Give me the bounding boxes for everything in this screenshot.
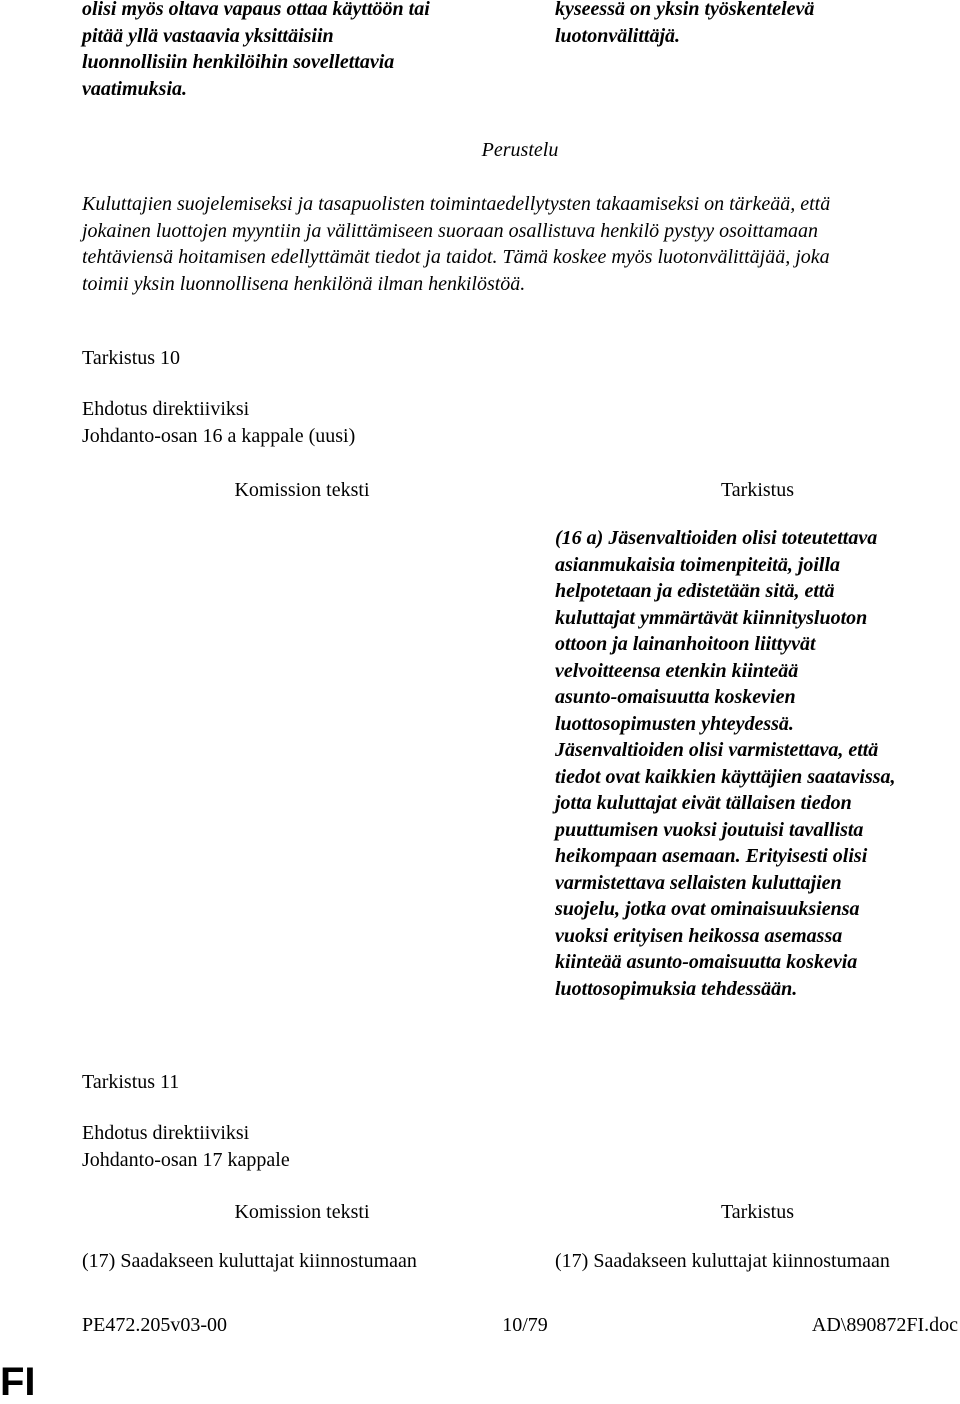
amendment-11-right-text: (17) Saadakseen kuluttajat kiinnostumaan (555, 1250, 890, 1272)
amendment-11-reference: Johdanto-osan 17 kappale (82, 1149, 290, 1171)
text-line: puuttumisen vuoksi joutuisi tavallista (555, 818, 864, 841)
amendment-10-left-header: Komission teksti (234, 479, 370, 501)
text-line: kuluttajat ymmärtävät kiinnitysluoton (555, 606, 868, 629)
text-line: luottosopimusten yhteydessä. (555, 712, 794, 735)
text-line: kiinteää asunto-omaisuutta koskevia (555, 951, 858, 973)
amendment-10-proposal: Ehdotus direktiiviksi (82, 398, 250, 420)
text-line: velvoitteensa etenkin kiinteää (555, 659, 799, 682)
footer-page-number: 10/79 (502, 1314, 548, 1336)
amendment-11-right-header: Tarkistus (720, 1201, 795, 1223)
text-line: vaatimuksia. (82, 77, 188, 100)
text-line: (16 a) Jäsenvaltioiden olisi toteutettava (555, 527, 878, 549)
text-line: jotta kuluttajat eivät tällaisen tiedon (555, 792, 852, 814)
top-left-text (82, 0, 502, 102)
text-line: suojelu, jotka ovat ominaisuuksiensa (555, 898, 860, 920)
justification-heading: Perustelu (481, 139, 559, 161)
footer-file-name: AD\890872FI.doc (811, 1314, 958, 1336)
top-right-text (555, 0, 955, 49)
text-line: olisi myös oltava vapaus ottaa käyttöön tai (82, 0, 430, 20)
text-line: Kuluttajien suojelemiseksi ja tasapuolisten toimintaedellytysten takaamiseksi on tärkeää, että (82, 193, 831, 215)
amendment-10-right-header: Tarkistus (720, 479, 795, 501)
justification-text (82, 191, 958, 297)
text-line: tehtäviensä hoitamisen edellyttämät tiedot ja taidot. Tämä koskee myös luotonvälittäjää, joka (82, 246, 830, 268)
text-line: pitää yllä vastaavia yksittäisiin (82, 24, 334, 47)
text-line: luottosopimuksia tehdessään. (555, 977, 798, 1000)
amendment-10-reference: Johdanto-osan 16 a kappale (uusi) (82, 425, 356, 447)
text-line: asunto-omaisuutta koskevien (555, 686, 796, 708)
text-line: luotonvälittäjä. (555, 24, 681, 47)
footer-doc-ref: PE472.205v03-00 (82, 1314, 227, 1336)
text-line: luonnollisiin henkilöihin sovellettavia (82, 51, 395, 73)
amendment-11-title: Tarkistus 11 (82, 1071, 180, 1093)
text-line: jokainen luottojen myyntiin ja välittämiseen suoraan osallistuva henkilö pystyy osoittamaan (82, 219, 819, 242)
amendment-11-proposal: Ehdotus direktiiviksi (82, 1122, 250, 1144)
text-line: ottoon ja lainanhoitoon liittyvät (555, 633, 816, 655)
text-line: toimii yksin luonnollisena henkilönä ilman henkilöstöä. (82, 272, 526, 295)
text-line: asianmukaisia toimenpiteitä, joilla (555, 553, 841, 576)
text-line: varmistettava sellaisten kuluttajien (555, 871, 842, 894)
amendment-11-left-header: Komission teksti (234, 1201, 370, 1223)
amendment-10-title: Tarkistus 10 (82, 347, 181, 369)
text-line: tiedot ovat kaikkien käyttäjien saatavissa, (555, 765, 896, 788)
amendment-10-text (555, 525, 955, 1002)
text-line: vuoksi erityisen heikossa asemassa (555, 924, 843, 947)
text-line: helpotetaan ja edistetään sitä, että (555, 580, 835, 602)
amendment-11-left-text: (17) Saadakseen kuluttajat kiinnostumaan (82, 1250, 417, 1272)
text-line: kyseessä on yksin työskentelevä (555, 0, 815, 20)
text-line: heikompaan asemaan. Erityisesti olisi (555, 845, 868, 867)
text-line: Jäsenvaltioiden olisi varmistettava, että (555, 739, 879, 761)
language-code: FI (0, 1360, 36, 1404)
